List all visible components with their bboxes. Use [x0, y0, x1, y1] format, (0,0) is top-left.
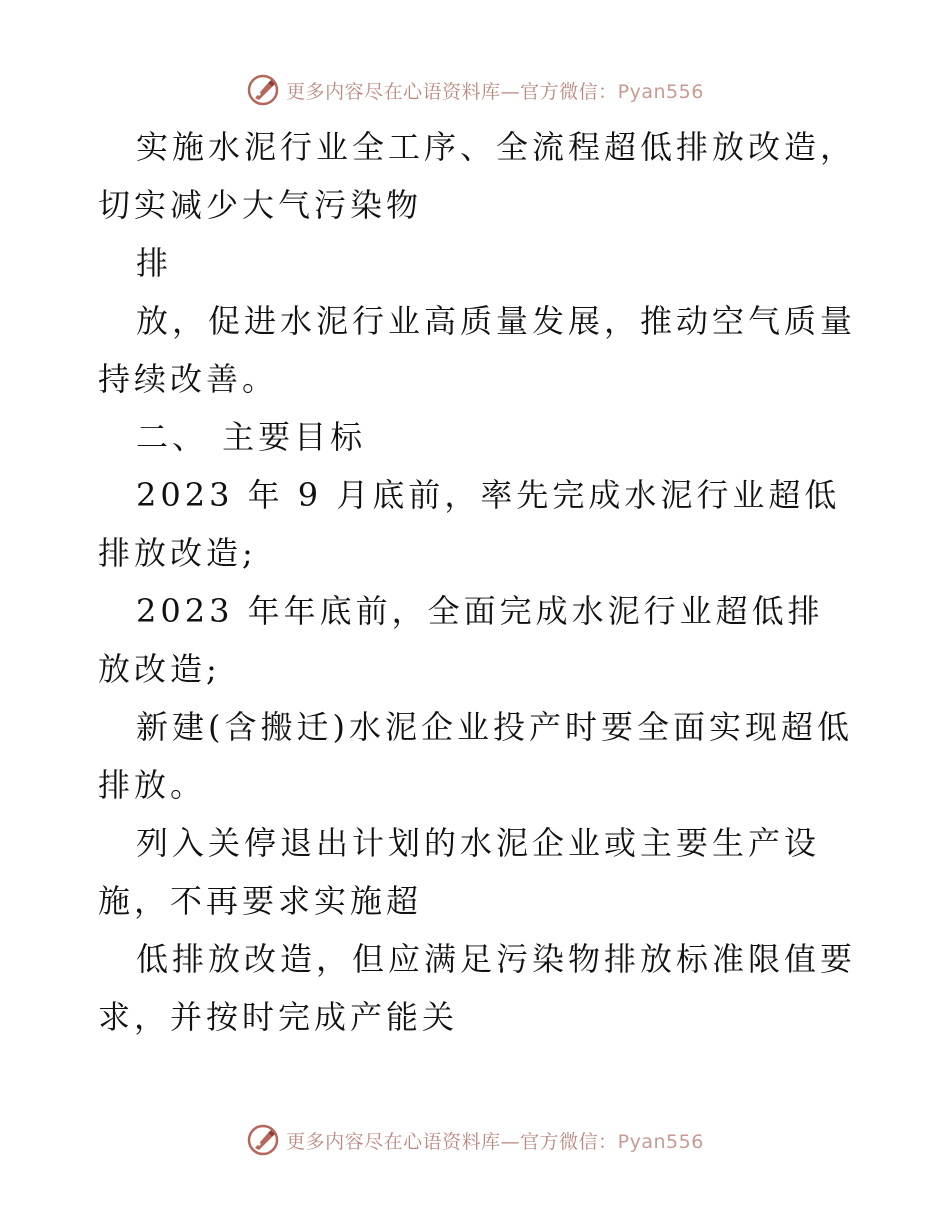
watermark-wechat-id: Pyan556: [617, 80, 704, 103]
paragraph: 放，促进水泥行业高质量发展，推动空气质量持续改善。: [98, 302, 857, 398]
footer-watermark: [0, 1120, 950, 1160]
header-watermark: [0, 70, 950, 110]
paragraph: 实施水泥行业全工序、全流程超低排放改造，切实减少大气污染物: [98, 128, 857, 224]
watermark-text: 更多内容尽在心语资料库—官方微信：Pyan556: [286, 1130, 704, 1153]
section-heading: 二、 主要目标: [136, 418, 367, 456]
watermark-wechat-id: Pyan556: [617, 1130, 704, 1153]
paragraph: 低排放改造，但应满足污染物排放标准限值要求，并按时完成产能关: [98, 940, 857, 1036]
fountain-pen-logo-icon: [246, 73, 280, 107]
paragraph: 列入关停退出计划的水泥企业或主要生产设施，不再要求实施超: [98, 824, 821, 920]
fountain-pen-logo-icon: [246, 1123, 280, 1157]
paragraph: 2023 年年底前，全面完成水泥行业超低排放改造;: [98, 592, 824, 688]
paragraph: 新建(含搬迁)水泥企业投产时要全面实现超低排放。: [98, 708, 853, 804]
watermark-text: 更多内容尽在心语资料库—官方微信：Pyan556: [286, 80, 704, 103]
document-body: [98, 118, 858, 1046]
paragraph: 2023 年 9 月底前，率先完成水泥行业超低排放改造;: [98, 476, 841, 572]
paragraph: 排: [136, 244, 173, 282]
